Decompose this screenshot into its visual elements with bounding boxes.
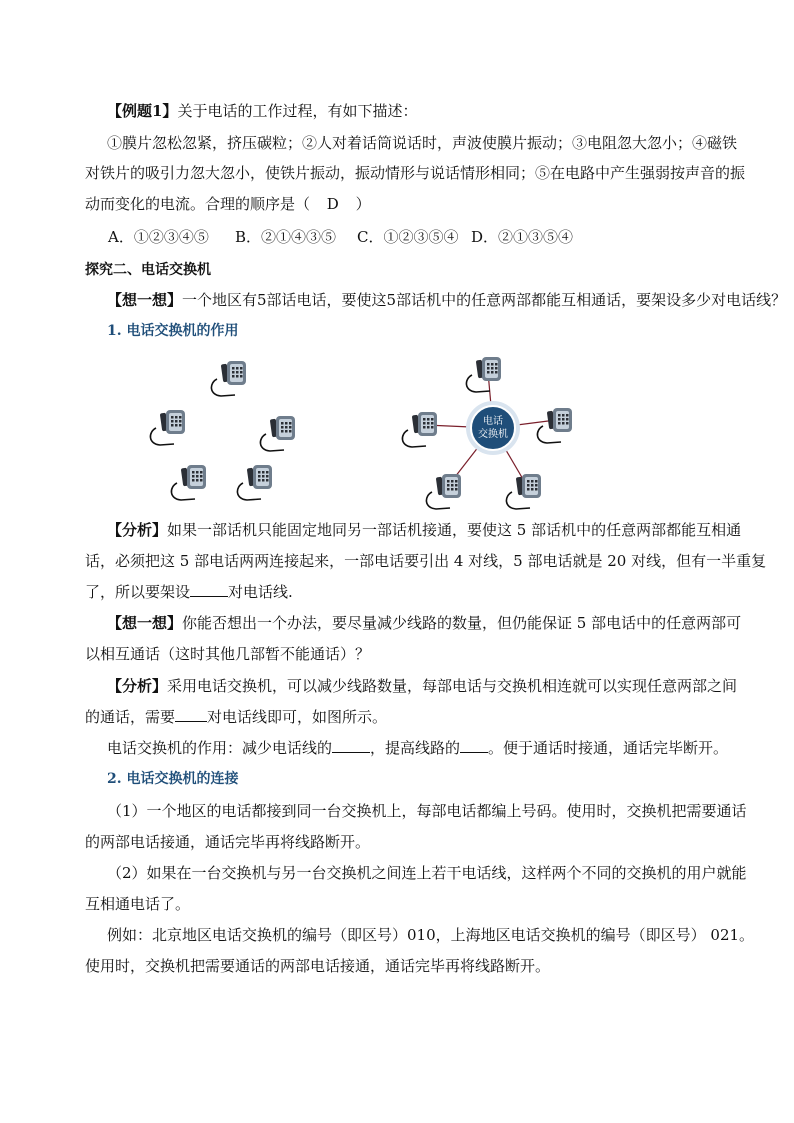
role-a: 电话交换机的作用：减少电话线的 xyxy=(107,739,333,757)
phone-icon xyxy=(537,408,572,443)
analysis2-text: 采用电话交换机，可以减少线路数量，每部电话与交换机相连就可以实现任意两部之间 xyxy=(167,677,738,695)
phone-icon xyxy=(402,412,437,447)
subheading-2: 2. 电话交换机的连接 xyxy=(107,771,239,787)
phone-icon xyxy=(466,357,501,392)
think2-text: 你能否想出一个办法，要尽量减少线路的数量，但仍能保证 5 部电话中的任意两部可 xyxy=(182,614,742,632)
analysis1-text: 如果一部话机只能固定地同另一部话机接通，要使这 5 部话机中的任意两部都能互相通 xyxy=(167,521,742,539)
analysis2-line1 xyxy=(107,676,737,696)
example1-line2: 对铁片的吸引力忽大忽小，使铁片振动，振动情形与说话情形相同；⑤在电路中产生强弱按声音的振 xyxy=(85,164,746,182)
exchange-label-1: 电话 xyxy=(483,416,503,427)
analysis1-l3a: 了，所以要架设 xyxy=(85,583,191,601)
think2-tag: 【想一想】 xyxy=(107,614,183,632)
exchange-role xyxy=(107,738,728,758)
think1-text: 一个地区有5部话电话，要使这5部话机中的任意两部都能互相通话，要架设多少对电话线？ xyxy=(182,291,787,309)
analysis1-line1 xyxy=(107,520,741,540)
analysis1-tag: 【分析】 xyxy=(107,521,168,539)
option-b: B．②①④③⑤ xyxy=(235,228,337,246)
phone-icon xyxy=(211,361,246,396)
answer-text: D xyxy=(326,195,339,213)
exchange-label-2: 交换机 xyxy=(478,429,508,440)
phone-icon xyxy=(150,410,185,445)
answer-blank xyxy=(175,707,207,722)
think1-tag: 【想一想】 xyxy=(107,291,183,309)
option-c: C．①②③⑤④ xyxy=(357,228,459,246)
phone-icon xyxy=(426,474,461,509)
analysis1-line2: 话，必须把这 5 部电话两两连接起来，一部电话要引出 4 对线，5 部电话就是 20 对线，但有一半重复 xyxy=(85,552,767,570)
example-question-text: 关于电话的工作过程，有如下描述： xyxy=(177,102,418,120)
analysis2-tag: 【分析】 xyxy=(107,677,168,695)
para1-line2: 的两部电话接通，通话完毕再将线路断开。 xyxy=(85,833,371,851)
analysis1-l3b: 对电话线. xyxy=(228,583,293,601)
option-d: D．②①③⑤④ xyxy=(471,228,574,246)
phone-icon xyxy=(260,416,295,451)
example-tag: 【例题1】 xyxy=(107,102,178,120)
example-line2: 使用时，交换机把需要通话的两部电话接通，通话完毕再将线路断开。 xyxy=(85,957,551,975)
example1-line1: ①膜片忽松忽紧，挤压碳粒；②人对着话筒说话时，声波使膜片振动；③电阻忽大忽小；④磁铁 xyxy=(107,134,738,152)
phone-icon xyxy=(506,474,541,509)
answer-blank xyxy=(190,582,228,597)
subheading-1: 1. 电话交换机的作用 xyxy=(107,323,239,339)
think2-line2: 以相互通话（这时其他几部暂不能通话）？ xyxy=(85,645,371,663)
phone-icon xyxy=(237,465,272,500)
para2-line2: 互相通电话了。 xyxy=(85,895,191,913)
role-c: 。便于通话时接通，通话完毕断开。 xyxy=(488,739,729,757)
line3-prefix: 动而变化的电流。合理的顺序是（ xyxy=(85,195,311,213)
answer-blank xyxy=(332,738,370,753)
line3-suffix: ） xyxy=(355,195,371,213)
answer-blank xyxy=(460,738,488,753)
option-a: A．①②③④⑤ xyxy=(108,228,209,246)
role-b: ，提高线路的 xyxy=(370,739,461,757)
analysis1-line3 xyxy=(85,582,293,602)
analysis2-l2b: 对电话线即可，如图所示。 xyxy=(207,708,388,726)
analysis2-line2 xyxy=(85,707,387,727)
exchange-node xyxy=(466,401,520,455)
think2-line1 xyxy=(107,613,741,633)
phone-icon xyxy=(171,465,206,500)
para1-line1: （1）一个地区的电话都接到同一台交换机上，每部电话都编上号码。使用时，交换机把需要通话 xyxy=(107,802,747,820)
para2-line1: （2）如果在一台交换机与另一台交换机之间连上若干电话线，这样两个不同的交换机的用户就能 xyxy=(107,864,747,882)
analysis2-l2a: 的通话，需要 xyxy=(85,708,176,726)
section-title: 探究二、电话交换机 xyxy=(85,262,211,278)
example-line1: 例如：北京地区电话交换机的编号（即区号）010，上海地区电话交换机的编号（即区号） 021。 xyxy=(107,926,755,944)
